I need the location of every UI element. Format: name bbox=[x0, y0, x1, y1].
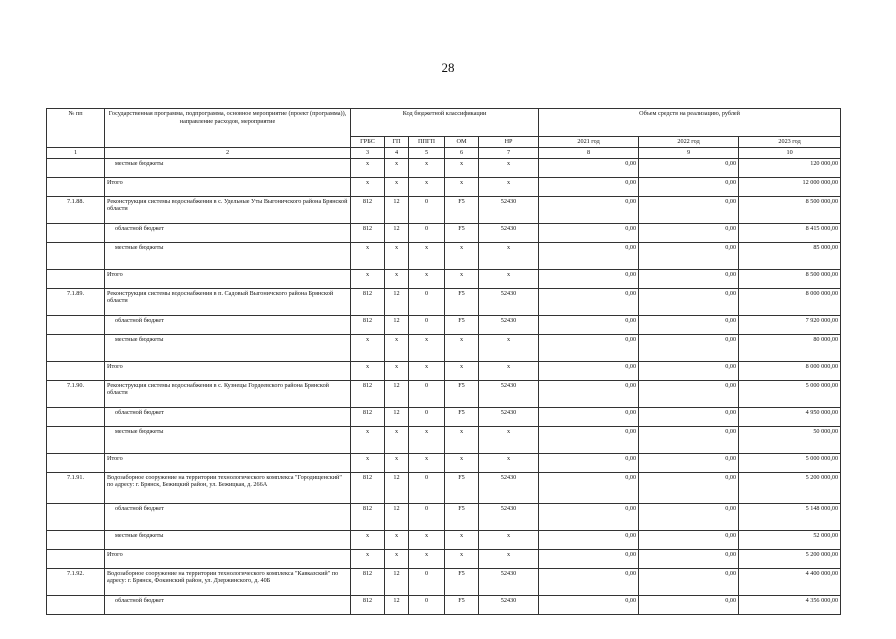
row-amount-2023: 5 148 000,00 bbox=[739, 503, 841, 530]
row-amount-2022: 0,00 bbox=[639, 242, 739, 269]
row-grbs: 812 bbox=[351, 472, 385, 503]
row-om: х bbox=[445, 361, 479, 380]
row-amount-2022: 0,00 bbox=[639, 595, 739, 614]
row-amount-2023: 5 200 000,00 bbox=[739, 472, 841, 503]
row-ppgp: 0 bbox=[409, 503, 445, 530]
row-amount-2022: 0,00 bbox=[639, 158, 739, 177]
row-gp: х bbox=[385, 361, 409, 380]
row-number bbox=[47, 595, 105, 614]
row-ppgp: 0 bbox=[409, 407, 445, 426]
row-amount-2021: 0,00 bbox=[539, 549, 639, 568]
row-ppgp: 0 bbox=[409, 568, 445, 595]
row-grbs: х bbox=[351, 453, 385, 472]
row-amount-2022: 0,00 bbox=[639, 223, 739, 242]
row-gp: 12 bbox=[385, 472, 409, 503]
row-ppgp: х bbox=[409, 361, 445, 380]
row-ppgp: 0 bbox=[409, 472, 445, 503]
table-row bbox=[47, 315, 841, 334]
row-amount-2022: 0,00 bbox=[639, 530, 739, 549]
row-amount-2021: 0,00 bbox=[539, 503, 639, 530]
table-row bbox=[47, 269, 841, 288]
row-amount-2021: 0,00 bbox=[539, 223, 639, 242]
col-num-10: 10 bbox=[739, 147, 841, 158]
row-ppgp: 0 bbox=[409, 380, 445, 407]
row-grbs: х bbox=[351, 269, 385, 288]
row-nr: х bbox=[479, 453, 539, 472]
row-nr: 52430 bbox=[479, 288, 539, 315]
row-nr: 52430 bbox=[479, 196, 539, 223]
row-amount-2023: 4 356 000,00 bbox=[739, 595, 841, 614]
row-nr: х bbox=[479, 530, 539, 549]
row-om: F5 bbox=[445, 380, 479, 407]
col-num-9: 9 bbox=[639, 147, 739, 158]
row-grbs: 812 bbox=[351, 568, 385, 595]
page-number: 28 bbox=[441, 60, 455, 75]
col-num-5: 5 bbox=[409, 147, 445, 158]
row-amount-2021: 0,00 bbox=[539, 407, 639, 426]
row-amount-2023: 8 000 000,00 bbox=[739, 288, 841, 315]
header-ppgp: ППГП bbox=[409, 137, 445, 148]
col-num-3: 3 bbox=[351, 147, 385, 158]
row-amount-2023: 50 000,00 bbox=[739, 426, 841, 453]
table-row bbox=[47, 472, 841, 503]
row-amount-2022: 0,00 bbox=[639, 472, 739, 503]
row-number bbox=[47, 158, 105, 177]
row-grbs: х bbox=[351, 242, 385, 269]
row-name: Итого bbox=[105, 361, 351, 380]
row-grbs: 812 bbox=[351, 595, 385, 614]
row-amount-2023: 7 920 000,00 bbox=[739, 315, 841, 334]
row-amount-2021: 0,00 bbox=[539, 269, 639, 288]
header-nr: НР bbox=[479, 137, 539, 148]
row-grbs: х bbox=[351, 334, 385, 361]
row-om: х bbox=[445, 242, 479, 269]
row-amount-2021: 0,00 bbox=[539, 472, 639, 503]
col-num-1: 1 bbox=[47, 147, 105, 158]
table-row bbox=[47, 549, 841, 568]
row-ppgp: х bbox=[409, 242, 445, 269]
row-nr: 52430 bbox=[479, 568, 539, 595]
row-ppgp: х bbox=[409, 426, 445, 453]
row-gp: 12 bbox=[385, 595, 409, 614]
row-gp: 12 bbox=[385, 503, 409, 530]
row-nr: 52430 bbox=[479, 503, 539, 530]
row-number bbox=[47, 334, 105, 361]
row-gp: х bbox=[385, 269, 409, 288]
row-name: Водозаборное сооружение на территории технологического комплекса "Кавказский" по адресу: г. Брянск, Фокинский район, ул. Дзержинского, д. 40Б bbox=[105, 568, 351, 595]
row-om: F5 bbox=[445, 595, 479, 614]
table-row bbox=[47, 334, 841, 361]
header-2023: 2023 год bbox=[739, 137, 841, 148]
row-name: Реконструкция системы водоснабжения в с. Удельные Уты Выгоничского района Брянской области bbox=[105, 196, 351, 223]
row-gp: х bbox=[385, 242, 409, 269]
row-amount-2023: 120 000,00 bbox=[739, 158, 841, 177]
row-gp: 12 bbox=[385, 407, 409, 426]
row-gp: х bbox=[385, 158, 409, 177]
row-name: местные бюджеты bbox=[105, 242, 351, 269]
row-amount-2022: 0,00 bbox=[639, 269, 739, 288]
row-gp: 12 bbox=[385, 315, 409, 334]
row-om: х bbox=[445, 530, 479, 549]
row-nr: 52430 bbox=[479, 472, 539, 503]
row-nr: 52430 bbox=[479, 407, 539, 426]
row-number: 7.1.88. bbox=[47, 196, 105, 223]
table-row bbox=[47, 158, 841, 177]
row-om: х bbox=[445, 549, 479, 568]
row-name: Реконструкция системы водоснабжения в п. Садовый Выгоничского района Брянской области bbox=[105, 288, 351, 315]
row-om: F5 bbox=[445, 288, 479, 315]
row-nr: х bbox=[479, 334, 539, 361]
table-row bbox=[47, 223, 841, 242]
table-row bbox=[47, 380, 841, 407]
table-row bbox=[47, 361, 841, 380]
row-number bbox=[47, 453, 105, 472]
row-ppgp: 0 bbox=[409, 595, 445, 614]
row-nr: х bbox=[479, 242, 539, 269]
row-grbs: х bbox=[351, 158, 385, 177]
row-amount-2021: 0,00 bbox=[539, 158, 639, 177]
row-name: областной бюджет bbox=[105, 315, 351, 334]
row-amount-2021: 0,00 bbox=[539, 361, 639, 380]
header-gp: ГП bbox=[385, 137, 409, 148]
row-ppgp: 0 bbox=[409, 196, 445, 223]
table-row bbox=[47, 177, 841, 196]
row-grbs: 812 bbox=[351, 288, 385, 315]
row-grbs: 812 bbox=[351, 315, 385, 334]
row-amount-2023: 5 200 000,00 bbox=[739, 549, 841, 568]
row-ppgp: 0 bbox=[409, 315, 445, 334]
row-name: местные бюджеты bbox=[105, 426, 351, 453]
row-amount-2023: 4 950 000,00 bbox=[739, 407, 841, 426]
col-num-4: 4 bbox=[385, 147, 409, 158]
row-grbs: х bbox=[351, 549, 385, 568]
row-number: 7.1.92. bbox=[47, 568, 105, 595]
row-amount-2022: 0,00 bbox=[639, 453, 739, 472]
row-name: Итого bbox=[105, 269, 351, 288]
row-amount-2022: 0,00 bbox=[639, 334, 739, 361]
row-gp: 12 bbox=[385, 223, 409, 242]
table-row bbox=[47, 426, 841, 453]
row-nr: х bbox=[479, 426, 539, 453]
row-grbs: 812 bbox=[351, 223, 385, 242]
row-amount-2022: 0,00 bbox=[639, 361, 739, 380]
row-nr: х bbox=[479, 158, 539, 177]
row-gp: 12 bbox=[385, 196, 409, 223]
row-number bbox=[47, 242, 105, 269]
header-num: № пп bbox=[47, 109, 105, 148]
row-nr: х bbox=[479, 269, 539, 288]
row-number bbox=[47, 407, 105, 426]
row-amount-2021: 0,00 bbox=[539, 380, 639, 407]
row-amount-2023: 85 000,00 bbox=[739, 242, 841, 269]
row-om: х bbox=[445, 426, 479, 453]
row-amount-2022: 0,00 bbox=[639, 503, 739, 530]
row-number bbox=[47, 361, 105, 380]
row-amount-2023: 80 000,00 bbox=[739, 334, 841, 361]
row-amount-2021: 0,00 bbox=[539, 426, 639, 453]
row-amount-2021: 0,00 bbox=[539, 288, 639, 315]
row-amount-2022: 0,00 bbox=[639, 380, 739, 407]
row-om: х bbox=[445, 334, 479, 361]
col-num-7: 7 bbox=[479, 147, 539, 158]
row-nr: х bbox=[479, 361, 539, 380]
row-om: F5 bbox=[445, 472, 479, 503]
row-grbs: х bbox=[351, 361, 385, 380]
row-name: местные бюджеты bbox=[105, 158, 351, 177]
row-nr: х bbox=[479, 549, 539, 568]
row-grbs: х bbox=[351, 426, 385, 453]
row-nr: 52430 bbox=[479, 223, 539, 242]
col-num-6: 6 bbox=[445, 147, 479, 158]
row-number: 7.1.91. bbox=[47, 472, 105, 503]
row-amount-2021: 0,00 bbox=[539, 530, 639, 549]
row-name: Итого bbox=[105, 177, 351, 196]
header-code: Код бюджетной классификации bbox=[351, 109, 539, 137]
row-om: F5 bbox=[445, 223, 479, 242]
row-amount-2022: 0,00 bbox=[639, 315, 739, 334]
row-name: областной бюджет bbox=[105, 503, 351, 530]
row-amount-2021: 0,00 bbox=[539, 177, 639, 196]
row-grbs: х bbox=[351, 177, 385, 196]
row-name: Водозаборное сооружение на территории технологического комплекса "Городищенский" по адресу: г. Брянск, Бежицкий район, ул. Бежицкая, д. 266А bbox=[105, 472, 351, 503]
row-ppgp: х bbox=[409, 269, 445, 288]
row-om: х bbox=[445, 269, 479, 288]
row-amount-2022: 0,00 bbox=[639, 288, 739, 315]
row-amount-2023: 52 000,00 bbox=[739, 530, 841, 549]
table-row bbox=[47, 407, 841, 426]
row-number bbox=[47, 503, 105, 530]
row-om: х bbox=[445, 453, 479, 472]
row-amount-2023: 12 000 000,00 bbox=[739, 177, 841, 196]
row-om: F5 bbox=[445, 196, 479, 223]
row-number bbox=[47, 177, 105, 196]
row-ppgp: х bbox=[409, 453, 445, 472]
row-number: 7.1.89. bbox=[47, 288, 105, 315]
row-amount-2023: 8 000 000,00 bbox=[739, 361, 841, 380]
row-om: х bbox=[445, 177, 479, 196]
row-om: F5 bbox=[445, 315, 479, 334]
row-amount-2021: 0,00 bbox=[539, 334, 639, 361]
row-nr: 52430 bbox=[479, 380, 539, 407]
row-number: 7.1.90. bbox=[47, 380, 105, 407]
row-om: х bbox=[445, 158, 479, 177]
row-number bbox=[47, 223, 105, 242]
row-name: местные бюджеты bbox=[105, 334, 351, 361]
row-number bbox=[47, 315, 105, 334]
header-grbs: ГРБС bbox=[351, 137, 385, 148]
row-name: местные бюджеты bbox=[105, 530, 351, 549]
row-amount-2021: 0,00 bbox=[539, 595, 639, 614]
header-name: Государственная программа, подпрограмма, основное мероприятие (проект (программа)), направление расходов, мероприятие bbox=[105, 109, 351, 148]
row-amount-2021: 0,00 bbox=[539, 196, 639, 223]
table-row bbox=[47, 595, 841, 614]
table-row bbox=[47, 568, 841, 595]
budget-table bbox=[46, 108, 841, 615]
row-ppgp: х bbox=[409, 334, 445, 361]
row-gp: х bbox=[385, 334, 409, 361]
row-gp: 12 bbox=[385, 568, 409, 595]
row-name: областной бюджет bbox=[105, 595, 351, 614]
row-nr: 52430 bbox=[479, 315, 539, 334]
row-name: Реконструкция системы водоснабжения в с. Кузнецы Гордеевского района Брянской области bbox=[105, 380, 351, 407]
row-gp: х bbox=[385, 426, 409, 453]
row-amount-2022: 0,00 bbox=[639, 549, 739, 568]
row-amount-2021: 0,00 bbox=[539, 568, 639, 595]
row-number bbox=[47, 530, 105, 549]
row-amount-2022: 0,00 bbox=[639, 177, 739, 196]
row-gp: х bbox=[385, 177, 409, 196]
row-amount-2023: 5 000 000,00 bbox=[739, 380, 841, 407]
row-gp: 12 bbox=[385, 288, 409, 315]
row-amount-2022: 0,00 bbox=[639, 568, 739, 595]
row-amount-2023: 8 500 000,00 bbox=[739, 196, 841, 223]
row-amount-2022: 0,00 bbox=[639, 407, 739, 426]
row-nr: 52430 bbox=[479, 595, 539, 614]
header-amount: Объем средств на реализацию, рублей bbox=[539, 109, 841, 137]
row-grbs: 812 bbox=[351, 503, 385, 530]
row-amount-2023: 4 400 000,00 bbox=[739, 568, 841, 595]
row-gp: х bbox=[385, 453, 409, 472]
row-name: областной бюджет bbox=[105, 223, 351, 242]
table-row bbox=[47, 530, 841, 549]
header-2021: 2021 год bbox=[539, 137, 639, 148]
row-amount-2021: 0,00 bbox=[539, 242, 639, 269]
table-row bbox=[47, 242, 841, 269]
row-amount-2022: 0,00 bbox=[639, 426, 739, 453]
table-row bbox=[47, 196, 841, 223]
row-grbs: х bbox=[351, 530, 385, 549]
row-amount-2023: 8 500 000,00 bbox=[739, 269, 841, 288]
header-om: ОМ bbox=[445, 137, 479, 148]
header-2022: 2022 год bbox=[639, 137, 739, 148]
row-grbs: 812 bbox=[351, 196, 385, 223]
row-amount-2023: 8 415 000,00 bbox=[739, 223, 841, 242]
row-om: F5 bbox=[445, 503, 479, 530]
row-ppgp: 0 bbox=[409, 288, 445, 315]
table-row bbox=[47, 288, 841, 315]
row-om: F5 bbox=[445, 407, 479, 426]
row-nr: х bbox=[479, 177, 539, 196]
row-amount-2022: 0,00 bbox=[639, 196, 739, 223]
table-row bbox=[47, 453, 841, 472]
row-grbs: 812 bbox=[351, 407, 385, 426]
row-om: F5 bbox=[445, 568, 479, 595]
table-row bbox=[47, 503, 841, 530]
row-number bbox=[47, 426, 105, 453]
row-number bbox=[47, 269, 105, 288]
row-ppgp: х bbox=[409, 530, 445, 549]
row-ppgp: х bbox=[409, 549, 445, 568]
row-gp: 12 bbox=[385, 380, 409, 407]
row-amount-2021: 0,00 bbox=[539, 315, 639, 334]
row-gp: х bbox=[385, 549, 409, 568]
row-ppgp: 0 bbox=[409, 223, 445, 242]
row-name: Итого bbox=[105, 549, 351, 568]
row-amount-2023: 5 000 000,00 bbox=[739, 453, 841, 472]
col-num-8: 8 bbox=[539, 147, 639, 158]
row-grbs: 812 bbox=[351, 380, 385, 407]
row-ppgp: х bbox=[409, 158, 445, 177]
row-name: областной бюджет bbox=[105, 407, 351, 426]
row-gp: х bbox=[385, 530, 409, 549]
row-number bbox=[47, 549, 105, 568]
row-name: Итого bbox=[105, 453, 351, 472]
col-num-2: 2 bbox=[105, 147, 351, 158]
row-amount-2021: 0,00 bbox=[539, 453, 639, 472]
row-ppgp: х bbox=[409, 177, 445, 196]
